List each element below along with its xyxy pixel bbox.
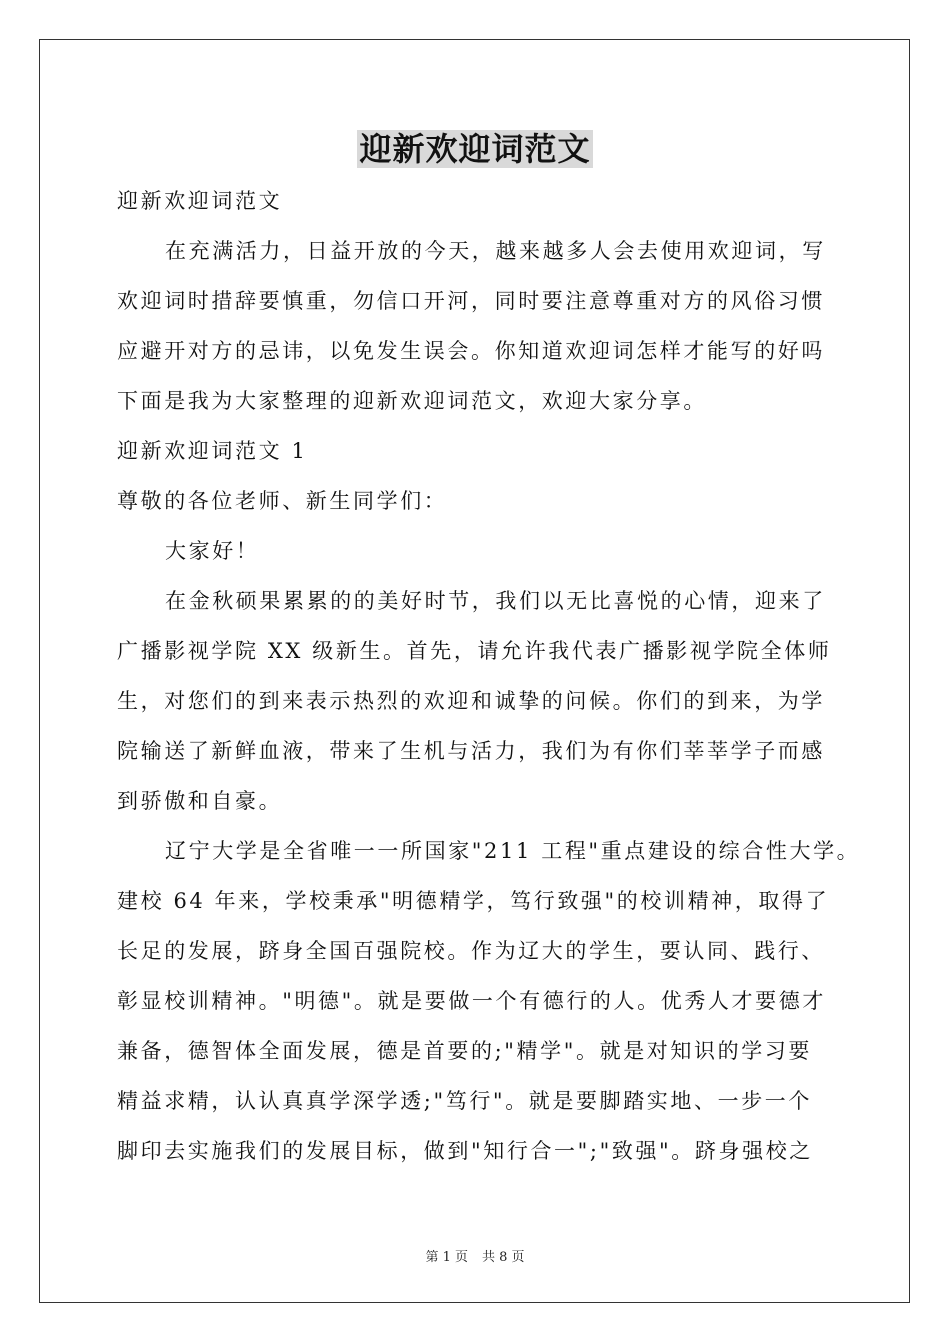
page-total: 共 8 页 [482,1250,525,1265]
paragraph-line: 大家好！ [165,539,260,563]
paragraph-line: 广播影视学院 XX 级新生。首先，请允许我代表广播影视学院全体师 [117,639,832,663]
document-title-text: 迎新欢迎词范文 [359,130,591,168]
paragraph-line: 迎新欢迎词范文 1 [117,439,308,463]
paragraph-line: 彰显校训精神。"明德"。就是要做一个有德行的人。优秀人才要德才 [117,989,826,1013]
paragraph-line: 欢迎词时措辞要慎重，勿信口开河，同时要注意尊重对方的风俗习惯 [117,289,825,313]
paragraph-line: 建校 64 年来，学校秉承"明德精学，笃行致强"的校训精神，取得了 [117,889,830,913]
paragraph-line: 到骄傲和自豪。 [117,789,283,813]
paragraph-line: 长足的发展，跻身全国百强院校。作为辽大的学生，要认同、践行、 [117,939,825,963]
paragraph-line: 院输送了新鲜血液，带来了生机与活力，我们为有你们莘莘学子而感 [117,739,825,763]
paragraph-line: 下面是我为大家整理的迎新欢迎词范文，欢迎大家分享。 [117,389,707,413]
paragraph-line: 辽宁大学是全省唯一一所国家"211 工程"重点建设的综合性大学。 [165,839,861,863]
paragraph-line: 生，对您们的到来表示热烈的欢迎和诚挚的问候。你们的到来，为学 [117,689,825,713]
paragraph-line: 精益求精，认认真真学深学透;"笃行"。就是要脚踏实地、一步一个 [117,1089,812,1113]
page-footer [0,1246,950,1265]
paragraph-line: 应避开对方的忌讳，以免发生误会。你知道欢迎词怎样才能写的好吗 [117,339,825,363]
paragraph-line: 在充满活力，日益开放的今天，越来越多人会去使用欢迎词，写 [165,239,826,263]
paragraph-line: 迎新欢迎词范文 [117,189,283,213]
paragraph-line: 尊敬的各位老师、新生同学们： [117,489,448,513]
paragraph-line: 在金秋硕果累累的的美好时节，我们以无比喜悦的心情，迎来了 [165,589,826,613]
document-body [117,176,862,1176]
document-title [0,128,950,170]
page-number: 第 1 页 [425,1250,468,1265]
paragraph-line: 兼备，德智体全面发展，德是首要的;"精学"。就是对知识的学习要 [117,1039,812,1063]
paragraph-line: 脚印去实施我们的发展目标，做到"知行合一";"致强"。跻身强校之 [117,1139,813,1163]
